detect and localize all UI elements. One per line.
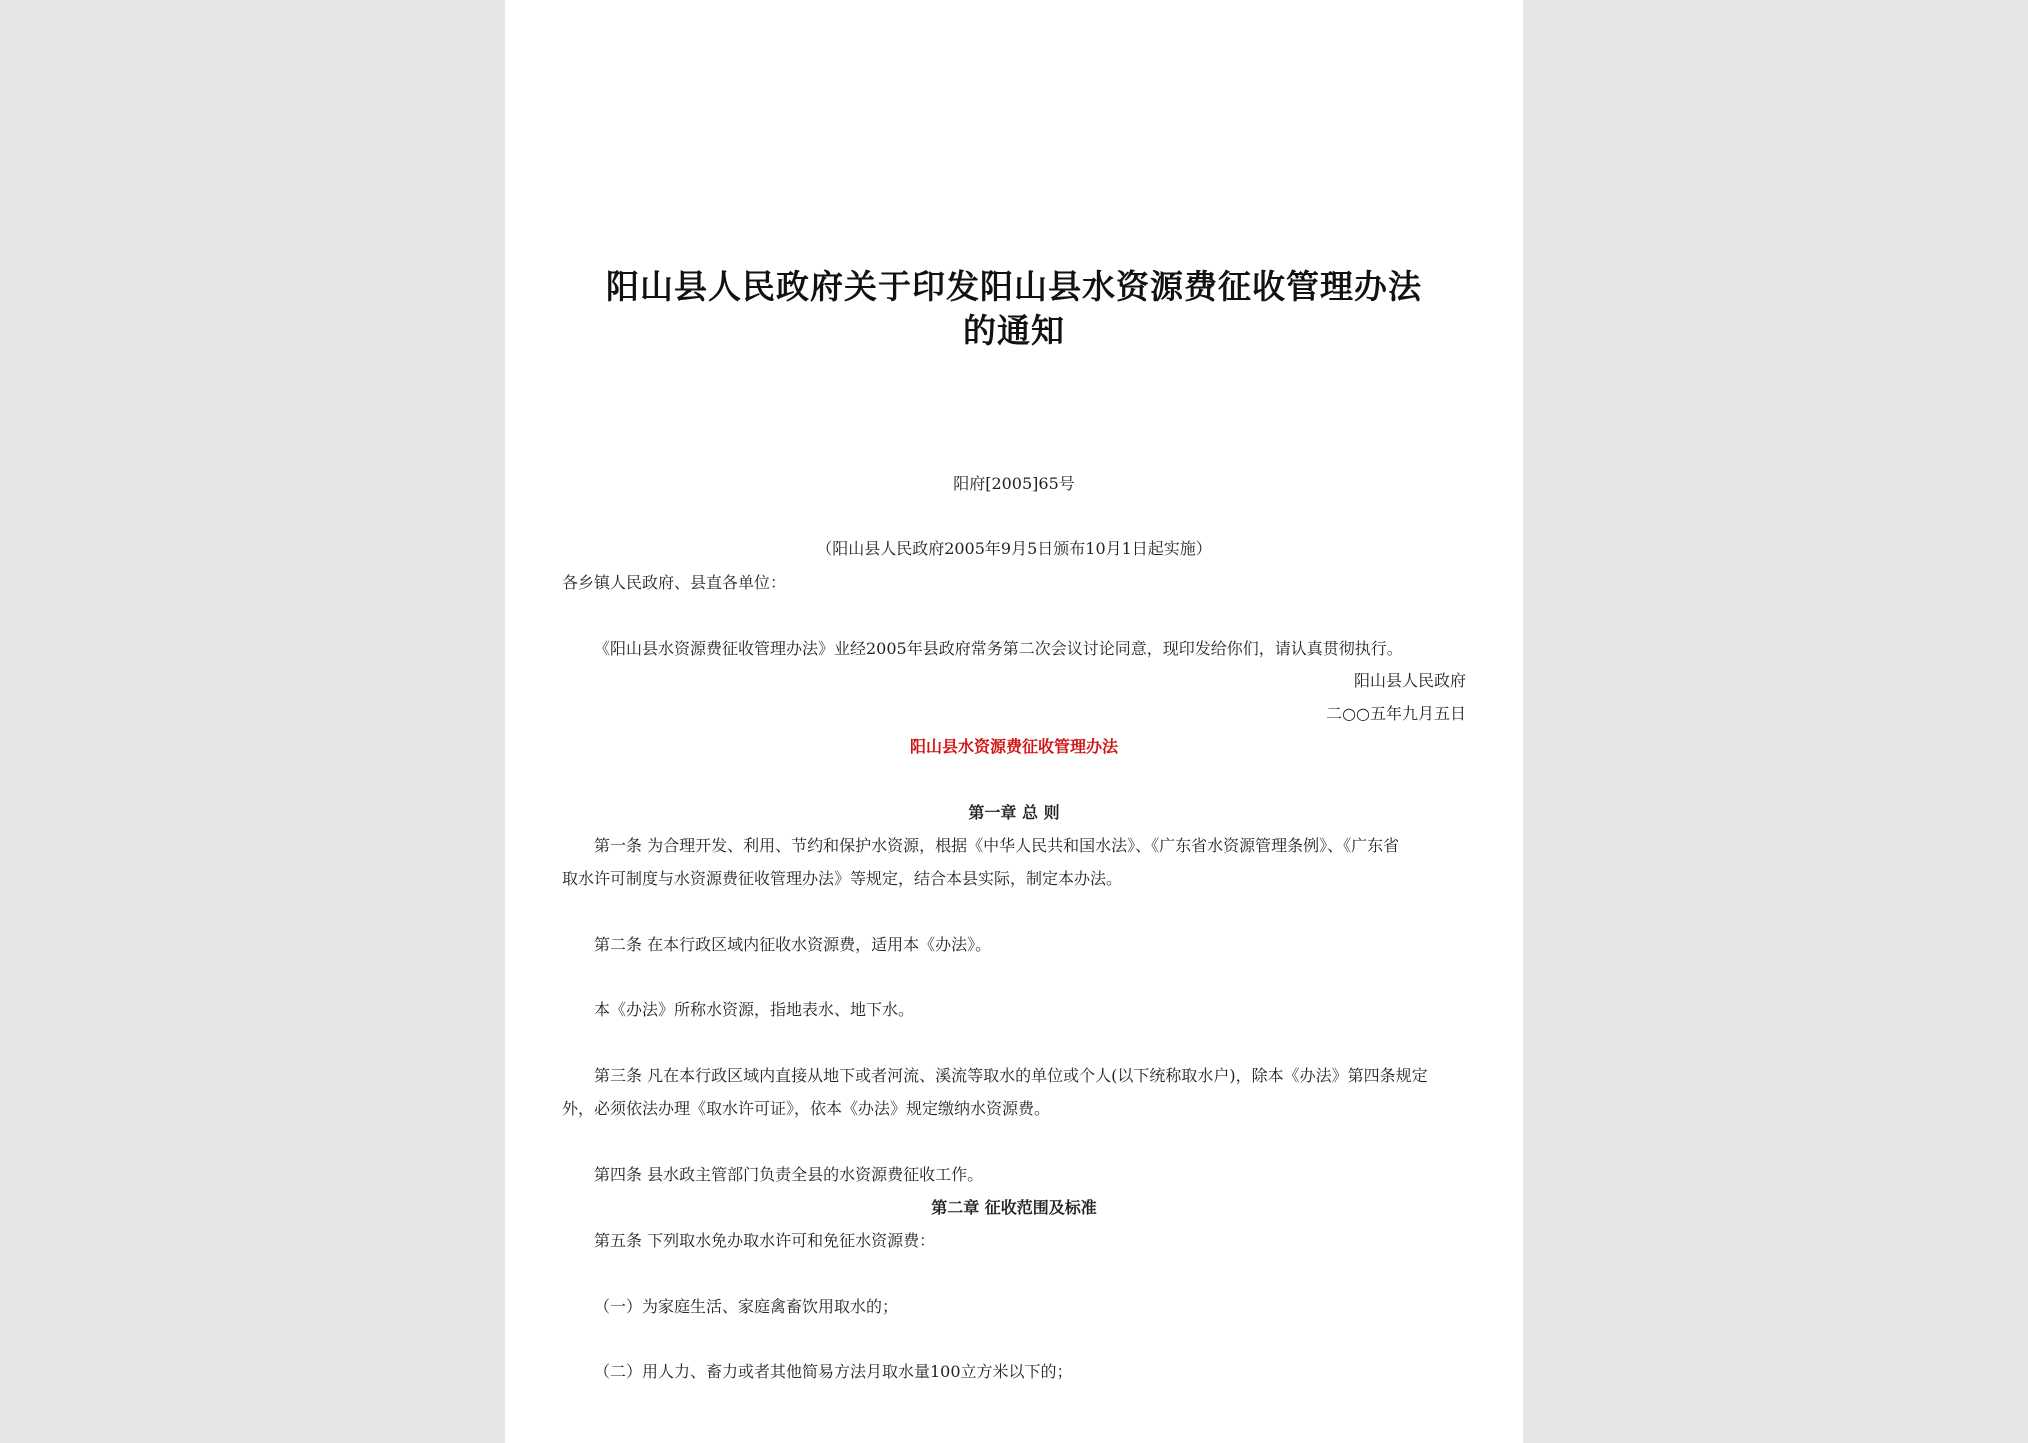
document-title-line-2: 的通知: [963, 311, 1065, 350]
chapter-2-heading: 第二章 征收范围及标准: [931, 1198, 1097, 1217]
article-2: 第二条 在本行政区域内征收水资源费，适用本《办法》。: [594, 935, 992, 954]
attachment-title: 阳山县水资源费征收管理办法: [909, 737, 1118, 756]
chapter-1-heading: 第一章 总 则: [968, 803, 1060, 822]
addressee: 各乡镇人民政府、县直各单位：: [562, 573, 787, 592]
signature-date: 二○○五年九月五日: [1326, 704, 1466, 723]
document-number: 阳府[2005]65号: [953, 474, 1075, 493]
list-item-1: （一）为家庭生活、家庭禽畜饮用取水的；: [594, 1297, 899, 1316]
article-5: 第五条 下列取水免办取水许可和免征水资源费：: [594, 1231, 936, 1250]
article-3-line-1: 第三条 凡在本行政区域内直接从地下或者河流、溪流等取水的单位或个人(以下统称取水户)，除本《办法》第四条规定: [594, 1066, 1428, 1085]
article-1-line-1: 第一条 为合理开发、利用、节约和保护水资源，根据《中华人民共和国水法》、《广东省水资源管理条例》、《广东省: [594, 836, 1400, 855]
signature-organization: 阳山县人民政府: [1353, 671, 1466, 690]
article-2-note: 本《办法》所称水资源，指地表水、地下水。: [594, 1000, 915, 1019]
document-page: [505, 0, 1523, 1443]
notice-body-paragraph: 《阳山县水资源费征收管理办法》业经2005年县政府常务第二次会议讨论同意，现印发给你们，请认真贯彻执行。: [594, 639, 1403, 658]
article-1-line-2: 取水许可制度与水资源费征收管理办法》等规定，结合本县实际，制定本办法。: [562, 869, 1123, 888]
release-note: （阳山县人民政府2005年9月5日颁布10月1日起实施）: [816, 539, 1212, 558]
document-title-line-1: 阳山县人民政府关于印发阳山县水资源费征收管理办法: [606, 267, 1422, 306]
article-4: 第四条 县水政主管部门负责全县的水资源费征收工作。: [594, 1165, 984, 1184]
article-3-line-2: 外，必须依法办理《取水许可证》，依本《办法》规定缴纳水资源费。: [562, 1099, 1051, 1118]
list-item-2: （二）用人力、畜力或者其他简易方法月取水量100立方米以下的；: [594, 1362, 1073, 1381]
